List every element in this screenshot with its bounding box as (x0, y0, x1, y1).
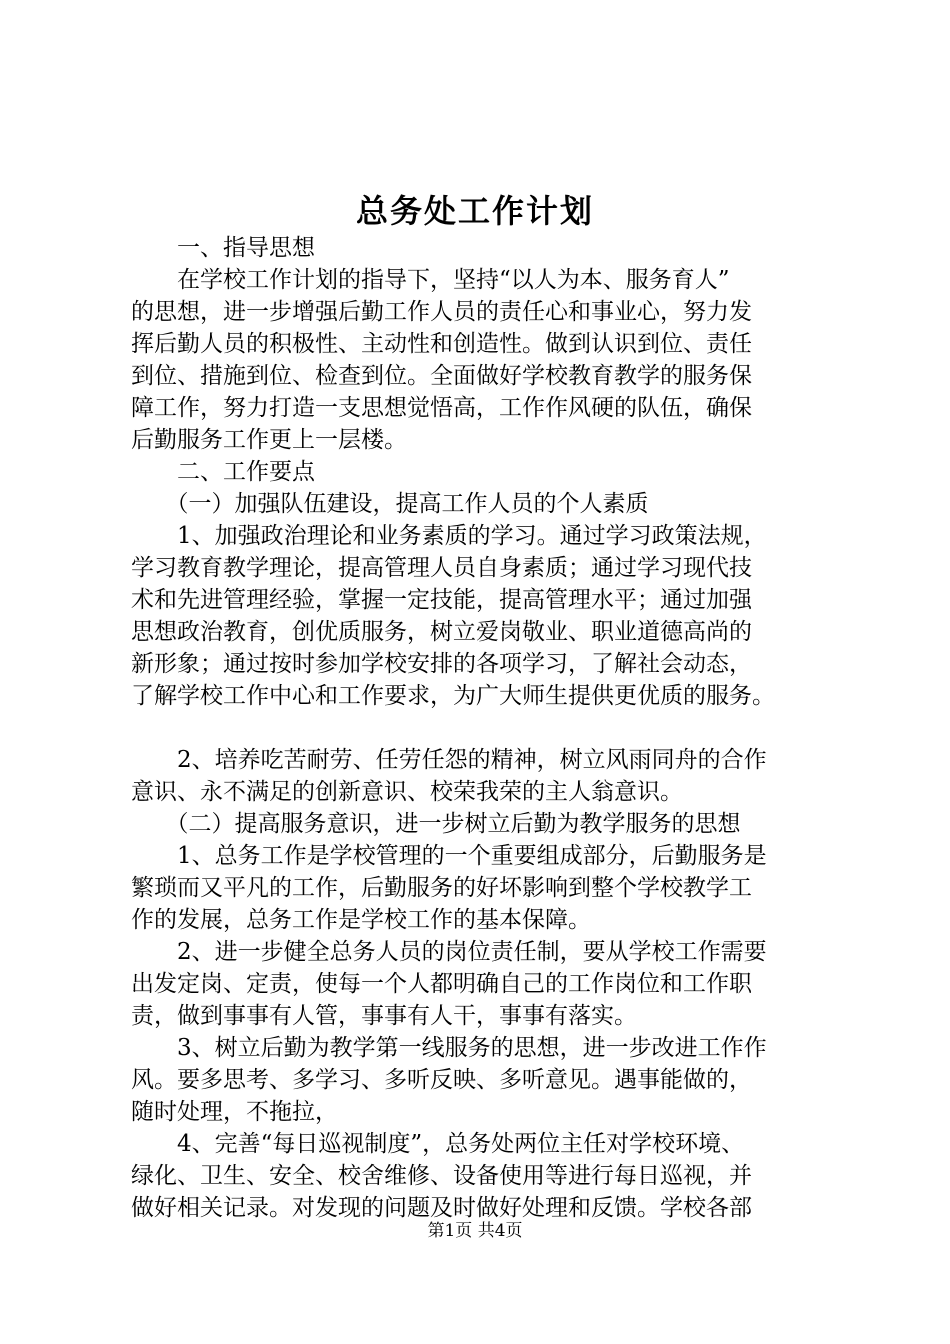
body-line: 2、培养吃苦耐劳、任劳任怨的精神，树立风雨同舟的合作 (131, 747, 767, 773)
body-line (131, 712, 831, 744)
body-line: 4、完善“每日巡视制度”，总务处两位主任对学校环境、 (131, 1131, 745, 1157)
body-line: 繁琐而又平凡的工作，后勤服务的好坏影响到整个学校教学工 (131, 875, 752, 901)
body-line: 到位、措施到位、检查到位。全面做好学校教育教学的服务保 (131, 363, 752, 389)
body-line: 随时处理，不拖拉， (131, 1099, 338, 1125)
body-line: 做好相关记录。对发现的问题及时做好处理和反馈。学校各部 (131, 1195, 752, 1221)
body-line: 思想政治教育，创优质服务，树立爱岗敬业、职业道德高尚的 (131, 619, 752, 645)
body-line: 绿化、卫生、安全、校舍维修、设备使用等进行每日巡视，并 (131, 1163, 752, 1189)
body-line: 1、加强政治理论和业务素质的学习。通过学习政策法规， (131, 523, 767, 549)
body-line: 二、工作要点 (131, 459, 315, 485)
body-line: 在学校工作计划的指导下，坚持“以人为本、服务育人” (131, 267, 730, 293)
body-line: 意识、永不满足的创新意识、校荣我荣的主人翁意识。 (131, 779, 683, 805)
body-line: 风。要多思考、多学习、多听反映、多听意见。遇事能做的， (131, 1067, 752, 1093)
body-line: 学习教育教学理论，提高管理人员自身素质；通过学习现代技 (131, 555, 752, 581)
document-title: 总务处工作计划 (355, 192, 594, 230)
body-line: 后勤服务工作更上一层楼。 (131, 427, 407, 453)
body-line: 责，做到事事有人管，事事有人干，事事有落实。 (131, 1003, 637, 1029)
body-line: 一、指导思想 (131, 235, 315, 261)
body-line: 1、总务工作是学校管理的一个重要组成部分，后勤服务是 (131, 843, 767, 869)
body-line: （二）提高服务意识，进一步树立后勤为教学服务的思想 (131, 811, 741, 837)
body-line: 新形象；通过按时参加学校安排的各项学习，了解社会动态， (131, 651, 752, 677)
body-line: 障工作，努力打造一支思想觉悟高，工作作风硬的队伍，确保 (131, 395, 752, 421)
body-line: 了解学校工作中心和工作要求，为广大师生提供更优质的服务。 (131, 683, 775, 709)
body-line: 2、进一步健全总务人员的岗位责任制，要从学校工作需要 (131, 939, 767, 965)
body-line: 出发定岗、定责，使每一个人都明确自己的工作岗位和工作职 (131, 971, 752, 997)
document-body (131, 232, 831, 1224)
page-footer: 第1页 共4页 (427, 1221, 523, 1241)
body-line: （一）加强队伍建设，提高工作人员的个人素质 (131, 491, 649, 517)
body-line: 的思想，进一步增强后勤工作人员的责任心和事业心，努力发 (131, 299, 752, 325)
body-line: 术和先进管理经验，掌握一定技能，提高管理水平；通过加强 (131, 587, 752, 613)
body-line: 3、树立后勤为教学第一线服务的思想，进一步改进工作作 (131, 1035, 767, 1061)
body-line: 挥后勤人员的积极性、主动性和创造性。做到认识到位、责任 (131, 331, 752, 357)
body-line: 作的发展，总务工作是学校工作的基本保障。 (131, 907, 591, 933)
